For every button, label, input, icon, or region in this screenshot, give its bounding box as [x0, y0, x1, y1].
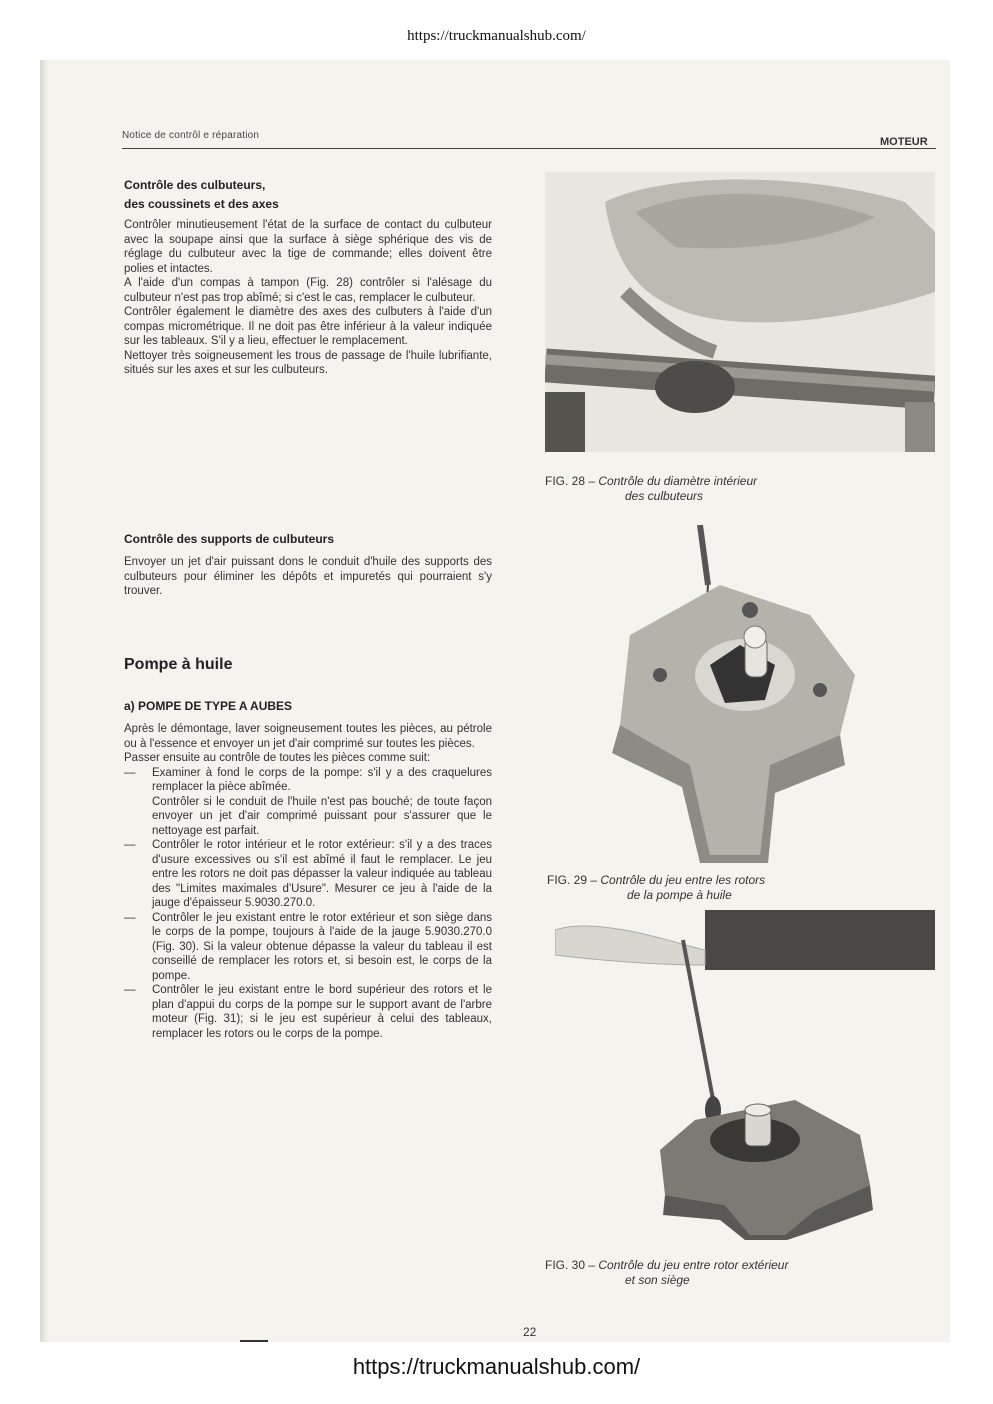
section-rocker-supports	[124, 530, 492, 599]
source-url-top[interactable]: https://truckmanualshub.com/	[407, 28, 586, 44]
caption-line: Contrôle du jeu entre les rotors	[600, 873, 766, 887]
caption-line: et son siège	[625, 1273, 690, 1287]
subsection-heading: a) POMPE DE TYPE A AUBES	[124, 699, 293, 713]
list-item	[124, 766, 492, 795]
section-heading-oil-pump: Pompe à huile	[124, 656, 233, 673]
paragraph: A l'aide d'un compas à tampon (Fig. 28) contrôler si l'alésage du culbuteur n'est pas trop abîmé; si c'est le cas, remplacer le culbuteur.	[124, 277, 492, 304]
figure-29-caption	[547, 873, 765, 903]
caption-line: Contrôle du diamètre intérieur	[598, 474, 758, 488]
figure-28-photo	[545, 172, 935, 452]
paragraph: Envoyer un jet d'air puissant dons le conduit d'huile des supports des culbuteurs pour éliminer les dépôts et impuretés qui pourraient s'y trouver.	[124, 556, 492, 597]
section-rocker-arms	[124, 176, 492, 378]
paragraph: Nettoyer très soigneusement les trous de passage de l'huile lubrifiante, situés sur les axes et sur les culbuteurs.	[124, 349, 492, 376]
heading-line: Contrôle des culbuteurs,	[124, 178, 266, 192]
figure-30-photo	[555, 910, 935, 1240]
list-item	[124, 911, 492, 984]
oil-pump-illustration	[600, 525, 870, 865]
dash-bullet: —	[124, 839, 136, 851]
figure-29-photo	[600, 525, 870, 865]
figure-30-caption	[545, 1258, 788, 1288]
figure-number: FIG. 28 –	[545, 474, 596, 488]
source-url-bottom[interactable]: https://truckmanualshub.com/	[352, 1354, 641, 1379]
bore-gauge-illustration	[545, 172, 935, 452]
dash-bullet: —	[124, 911, 136, 924]
paragraph: Après le démontage, laver soigneusement toutes les pièces, au pétrole ou à l'essence et envoyer un jet d'air comprimé sur toutes les pièces.	[124, 723, 492, 750]
list-item-text: Contrôler le rotor intérieur et le rotor extérieur: s'il y a des traces d'usure excessives ou s'il est abîmé il faut le remplacer. Le jeu entre les rotors ne doit pas dépasser la valeur indiquée au tableau des "Limites maximales d'Usure". Mesurer ce jeu à l'aide de la jauge d'épaisseur 5.9030.270.0.	[152, 839, 492, 909]
caption-line: des culbuteurs	[625, 489, 704, 503]
page-mark	[240, 1340, 268, 1342]
header-rule	[122, 148, 936, 149]
list-item-text: Contrôler le jeu existant entre le rotor extérieur et son siège dans le corps de la pompe, toujours à l'aide de la jauge 5.9030.270.0 (Fig. 30). Si la valeur obtenue dépasse la valeur du tableau il est conseillé de remplacer les rotors et, si besoin est, le corps de la pompe.	[152, 911, 492, 982]
paragraph: Passer ensuite au contrôle de toutes les pièces comme suit:	[124, 752, 431, 764]
section-heading	[124, 176, 492, 214]
section-oil-pump	[124, 697, 492, 1041]
paragraph: Contrôler également le diamètre des axes des culbuters à l'aide d'un compas micrométrique. Il ne doit pas être inférieur à la valeur indiquée sur les tableaux. S'il y a lieu, effectuer le remplacement.	[124, 306, 492, 347]
list-item	[124, 838, 492, 911]
dash-bullet: —	[124, 766, 136, 779]
list-item-text: Examiner à fond le corps de la pompe: s'il y a des craquelures remplacer la pièce abîmée.	[152, 766, 492, 793]
paragraph: Contrôler minutieusement l'état de la surface de contact du culbuteur avec la soupape ainsi que la surface à siège sphérique des vis de réglage du culbuteur avec la tige de commande; elles doivent être polies et intactes.	[124, 219, 492, 275]
page-edge-shadow	[40, 60, 48, 1342]
rotor-clearance-illustration	[555, 910, 935, 1240]
figure-number: FIG. 29 –	[547, 873, 598, 887]
dash-bullet: —	[124, 984, 136, 996]
page-number: 22	[523, 1325, 537, 1339]
section-heading: Contrôle des supports de culbuteurs	[124, 532, 335, 546]
figure-28-caption	[545, 474, 757, 504]
list-item-subparagraph: Contrôler si le conduit de l'huile n'est pas bouché; de toute façon envoyer un jet d'air comprimé puissant pour s'assurer que le nettoyage est parfait.	[152, 795, 492, 837]
figure-number: FIG. 30 –	[545, 1258, 596, 1272]
heading-line: des coussinets et des axes	[124, 197, 279, 211]
caption-line: Contrôle du jeu entre rotor extérieur	[598, 1258, 789, 1272]
header-manual-title: Notice de contrôl e réparation	[122, 130, 260, 141]
header-section-title: MOTEUR	[880, 136, 928, 148]
list-item-text: Contrôler le jeu existant entre le bord supérieur des rotors et le plan d'appui du corps de la pompe sur le support avant de l'arbre moteur (Fig. 31); si le jeu est supérieur à celui des tableaux, remplacer les rotors ou le corps de la pompe.	[152, 984, 492, 1040]
list-item	[124, 983, 492, 1041]
caption-line: de la pompe à huile	[627, 888, 732, 902]
